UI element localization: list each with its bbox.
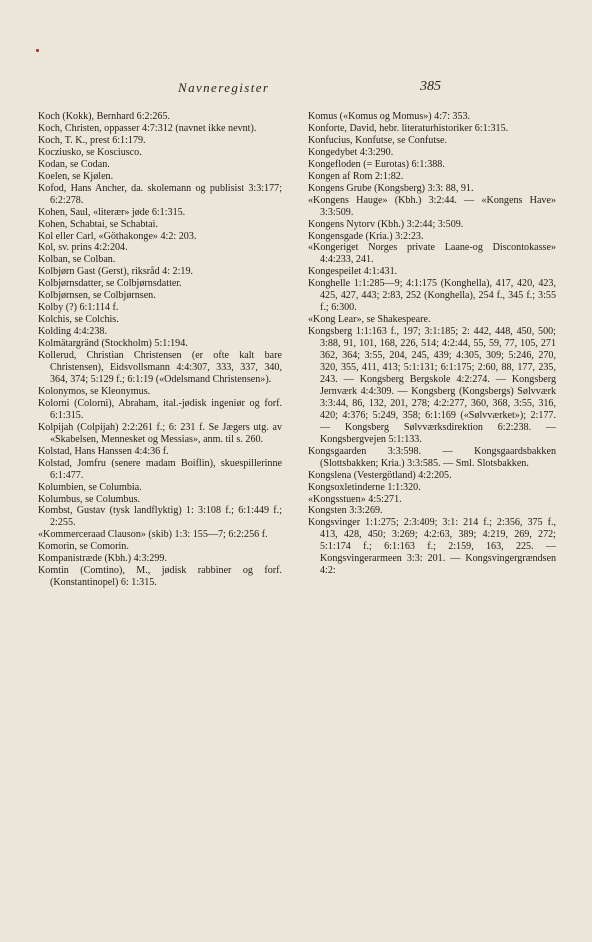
index-entry: Kolban, se Colban.	[38, 254, 116, 266]
index-entry: Konfucius, Konfutse, se Confutse.	[308, 134, 448, 146]
index-entry: Kongens Grube (Kongsberg) 3:3: 88, 91.	[308, 182, 474, 194]
index-entry: Kolstad, Hans Hanssen 4:4:36 f.	[38, 445, 169, 457]
index-entry: Kolorni (Colorni), Abraham, ital.-jødisk ingeniør og forf. 6:1:315.	[38, 397, 282, 421]
index-entry: Kohen, Saul, «literær» jøde 6:1:315.	[38, 206, 186, 218]
index-entry: Kollerud, Christian Christensen (er ofte kalt bare Christensen), Eidsvollsmann 4:4:307, 333, 337, 340, 364, 374; 5:129 f.; 6:1:19 («Odelsmand Christensen»).	[38, 350, 282, 385]
index-entry: Kongensgade (Kria.) 3:2:23.	[308, 230, 424, 242]
index-entry: Kolbjørn Gast (Gerst), riksråd 4: 2:19.	[38, 266, 194, 278]
index-entry: Kolumbien, se Columbia.	[38, 481, 142, 493]
right-column	[308, 111, 556, 577]
running-title: Navneregister	[178, 80, 270, 95]
index-entry: Kompanistræde (Kbh.) 4:3:299.	[38, 553, 167, 565]
index-entry: Konghelle 1:1:285—9; 4:1:175 (Konghella), 417, 420, 423, 425, 427, 443; 2:83, 252 (Konghella), 254 f., 345 f.; 3:55 f.; 6:300.	[308, 278, 556, 314]
index-entry: Kongen af Rom 2:1:82.	[308, 170, 404, 182]
left-column	[38, 111, 282, 589]
page-number: 385	[420, 79, 441, 94]
running-header	[0, 80, 592, 98]
index-entry: Kongespeilet 4:1:431.	[308, 266, 398, 278]
index-entry: Kohen, Schabtai, se Schabtai.	[38, 218, 158, 230]
index-entry: Kongsten 3:3:269.	[308, 505, 383, 517]
index-entry: Kolbjørnsen, se Colbjørnsen.	[38, 290, 156, 302]
index-entry: «Kommerceraad Clauson» (skib) 1:3: 155—7; 6:2:256 f.	[38, 529, 268, 541]
index-entry: Kocziusko, se Kosciusco.	[38, 146, 142, 158]
index-entry: Kongsberg 1:1:163 f., 197; 3:1:185; 2: 442, 448, 450, 500; 3:88, 91, 101, 168, 226, 514; 4:2:44, 55, 59, 77, 105, 271 362, 364; 3:55, 204, 245, 439; 4:305, 309; 5:246, 270, 320, 355, 411, 413; 5:1:131; 6:1:175; 2:60, 88, 177, 235, 243. — Kongsberg Bergskole 4:2:274. — Kongsberg Jernværk 4:4:309. — Kongsberg (Kongsbergs) Sølvværk 3:3:44, 86, 132, 201, 278; 4:2:277, 360, 368, 3:55, 316, 420; 4:376; 5:249, 358; 6:1:169 («Sølvværket»); 2:177. — Kongsberg Sølvværksdirektion 6:2:238. — Kongsbergvejen 5:1:133.	[308, 326, 556, 445]
index-entry: Kongens Nytorv (Kbh.) 3:2:44; 3:509.	[308, 218, 464, 230]
index-entry: Kongefloden (= Eurotas) 6:1:388.	[308, 158, 445, 170]
index-entry: Kongslena (Vestergötland) 4:2:205.	[308, 469, 452, 481]
index-entry: Kombst, Gustav (tysk landflyktig) 1: 3:108 f.; 6:1:449 f.; 2:255.	[38, 505, 282, 529]
index-entry: Komtin (Comtino), M., jødisk rabbiner og forf. (Konstantinopel) 6: 1:315.	[38, 565, 282, 589]
index-entry: Kongedybet 4:3:290.	[308, 146, 394, 158]
index-entry: Kol eller Carl, «Göthakonge» 4:2: 203.	[38, 230, 197, 242]
index-entry: Koch, Christen, oppasser 4:7:312 (navnet ikke nevnt).	[38, 122, 257, 134]
index-entry: Kolstad, Jomfru (senere madam Boiflin), skuespillerinne 6:1:477.	[38, 457, 282, 481]
index-entry: «Kongens Hauge» (Kbh.) 3:2:44. — «Kongens Have» 3:3:509.	[308, 194, 556, 218]
index-entry: Kongsgaarden 3:3:598. — Kongsgaardsbakken (Slottsbakken; Kria.) 3:3:585. — Sml. Slotsbakken.	[308, 445, 556, 469]
index-entry: «Kongeriget Norges private Laane-og Discontokasse» 4:4:233, 241.	[308, 242, 556, 266]
index-entry: Kolbjørnsdatter, se Colbjørnsdatter.	[38, 278, 182, 290]
index-entry: «Kongsstuen» 4:5:271.	[308, 493, 402, 505]
index-entry: Kolby (?) 6:1:114 f.	[38, 302, 119, 314]
ink-speck	[36, 49, 39, 52]
index-entry: Kongsvinger 1:1:275; 2:3:409; 3:1: 214 f.; 2:356, 375 f., 413, 428, 450; 3:269; 4:2:63, 389; 4:219, 269, 272; 5:1:174 f.; 6:1:163 f.; 2:159, 163, 225. — Kongsvingerarmeen 3:3: 201. — Kongsvingergrændsen 4:2:	[308, 517, 556, 577]
index-entry: Kolumbus, se Columbus.	[38, 493, 141, 505]
index-entry: Kolchis, se Colchis.	[38, 314, 119, 326]
index-entry: Kongsoxletinderne 1:1:320.	[308, 481, 421, 493]
index-entry: Kolpijah (Colpijah) 2:2:261 f.; 6: 231 f. Se Jægers utg. av «Skabelsen, Mennesket og Messias», anm. til s. 260.	[38, 421, 282, 445]
index-entry: Koelen, se Kjølen.	[38, 170, 114, 182]
index-entry: Kolonymos, se Kleonymus.	[38, 385, 151, 397]
index-entry: Komus («Komus og Momus») 4:7: 353.	[308, 111, 471, 122]
index-entry: Konforte, David, hebr. literaturhistoriker 6:1:315.	[308, 122, 509, 134]
index-entry: «Kong Lear», se Shakespeare.	[308, 314, 431, 326]
index-entry: Kofod, Hans Ancher, da. skolemann og publisist 3:3:177; 6:2:278.	[38, 182, 282, 206]
index-entry: Koch (Kokk), Bernhard 6:2:265.	[38, 111, 171, 122]
index-entry: Kolmätargränd (Stockholm) 5:1:194.	[38, 338, 188, 350]
index-entry: Koch, T. K., prest 6:1:179.	[38, 134, 146, 146]
index-entry: Kolding 4:4:238.	[38, 326, 107, 338]
index-entry: Kodan, se Codan.	[38, 158, 110, 170]
index-entry: Kol, sv. prins 4:2:204.	[38, 242, 128, 254]
index-entry: Komorin, se Comorin.	[38, 541, 129, 553]
